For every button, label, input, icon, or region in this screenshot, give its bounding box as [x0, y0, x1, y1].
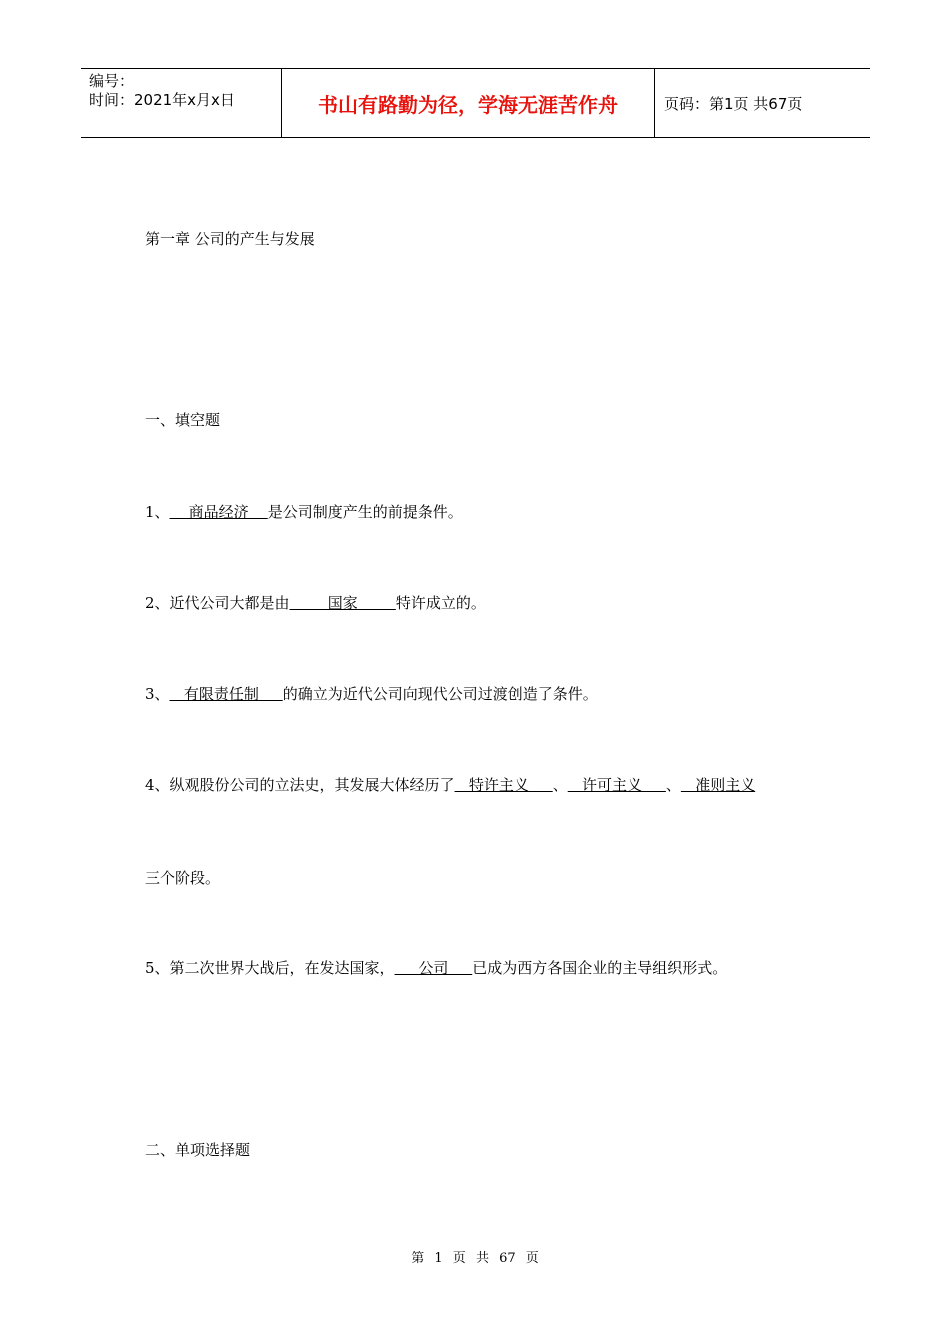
footer-total-pages: 67 — [499, 1251, 516, 1266]
q4-answer-blank-2: 许可主义 — [567, 776, 666, 794]
footer-di: 第 — [411, 1251, 425, 1266]
question-4 — [145, 775, 755, 795]
footer-ye: 页 — [452, 1251, 466, 1266]
question-3 — [145, 684, 598, 704]
section-title-fill-in: 一、填空题 — [145, 411, 221, 429]
question-5 — [145, 958, 727, 978]
q5-prefix: 5、第二次世界大战后，在发达国家， — [145, 959, 395, 977]
q4-answer-blank-3: 准则主义 — [680, 776, 756, 794]
q5-answer-blank: 公司 — [394, 959, 473, 977]
question-2 — [145, 593, 486, 613]
q4-separator-2: 、 — [665, 776, 681, 794]
header-meta-cell — [81, 69, 282, 137]
q1-answer-blank: 商品经济 — [169, 503, 268, 521]
question-4-continuation: 三个阶段。 — [145, 869, 221, 887]
question-1 — [145, 502, 463, 522]
footer-gong: 共 — [475, 1251, 489, 1266]
q3-answer-blank: 有限责任制 — [169, 685, 283, 703]
q3-prefix: 3、 — [145, 685, 170, 703]
q4-separator-1: 、 — [552, 776, 568, 794]
section-title-single-choice: 二、单项选择题 — [145, 1141, 251, 1159]
q2-suffix: 特许成立的。 — [395, 594, 486, 612]
header-page-label: 页码：第1页 共67页 — [664, 94, 803, 113]
time-label: 时间：2021年x月x日 — [89, 91, 235, 109]
q3-suffix: 的确立为近代公司向现代公司过渡创造了条件。 — [282, 685, 598, 703]
q1-suffix: 是公司制度产生的前提条件。 — [267, 503, 463, 521]
page-footer — [0, 1247, 950, 1266]
page-header — [81, 68, 870, 138]
header-motto: 书山有路勤为径，学海无涯苦作舟 — [282, 69, 655, 137]
footer-ye-2: 页 — [525, 1251, 539, 1266]
q5-suffix: 已成为西方各国企业的主导组织形式。 — [472, 959, 728, 977]
q2-prefix: 2、近代公司大都是由 — [145, 594, 290, 612]
footer-page-number: 1 — [434, 1251, 443, 1266]
q1-prefix: 1、 — [145, 503, 170, 521]
number-label: 编号： — [89, 72, 135, 90]
chapter-title: 第一章 公司的产生与发展 — [145, 230, 315, 248]
q2-answer-blank: 国家 — [289, 594, 396, 612]
q4-prefix: 4、纵观股份公司的立法史，其发展大体经历了 — [145, 776, 455, 794]
q4-answer-blank-1: 特许主义 — [454, 776, 553, 794]
